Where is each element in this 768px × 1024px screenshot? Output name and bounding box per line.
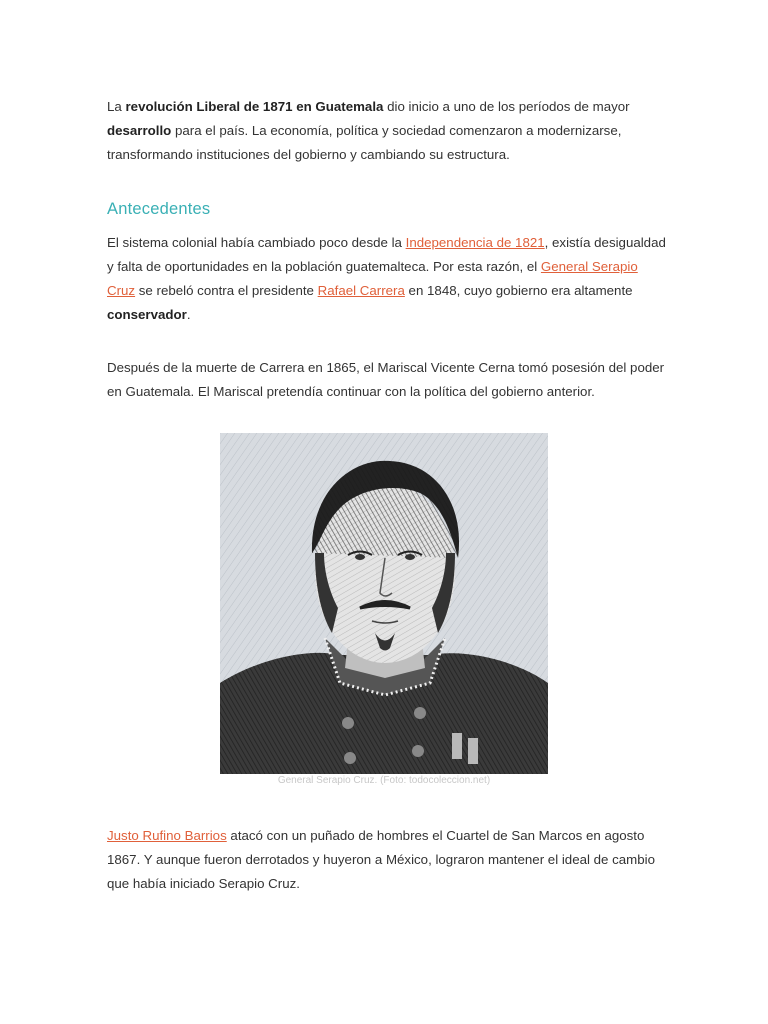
intro-text-3: para el país. La economía, política y sociedad comenzaron a modernizarse, transformando instituciones del gobierno y cambiando su estructura. (107, 123, 622, 162)
intro-bold-desarrollo: desarrollo (107, 123, 172, 138)
para2-text-3: se rebeló contra el presidente (135, 283, 318, 298)
portrait-caption: General Serapio Cruz. (Foto: todocoleccion.net) (277, 775, 491, 786)
link-justo-rufino-barrios[interactable]: Justo Rufino Barrios (107, 828, 227, 843)
article-body (107, 95, 667, 896)
para2-text-1: El sistema colonial había cambiado poco desde la (107, 235, 406, 250)
intro-paragraph (107, 95, 667, 167)
para2-text-5: . (186, 307, 191, 322)
link-rafael-carrera[interactable]: Rafael Carrera (317, 283, 405, 298)
portrait-figure (220, 433, 548, 787)
cerna-paragraph: Después de la muerte de Carrera en 1865, el Mariscal Vicente Cerna tomó posesión del poder en Guatemala. El Mariscal pretendía continuar con la política del gobierno anterior. (107, 360, 665, 399)
link-general-serapio-cruz[interactable]: General Serapio Cruz (107, 259, 638, 298)
para2-bold-conservador: conservador (107, 307, 187, 322)
link-independencia-1821[interactable]: Independencia de 1821 (405, 235, 545, 250)
antecedentes-paragraph (107, 231, 667, 327)
para4-text-1: atacó con un puñado de hombres el Cuartel de San Marcos en agosto 1867. Y aunque fueron derrotados y huyeron a México, lograron mantener el ideal de cambio que había iniciado Serapio Cruz. (107, 828, 655, 891)
intro-bold-revolucion: revolución Liberal de 1871 en Guatemala (125, 99, 384, 114)
intro-text-2: dio inicio a uno de los períodos de mayor (383, 99, 630, 114)
barrios-paragraph (107, 824, 667, 896)
portrait-image-serapio-cruz (220, 433, 548, 774)
intro-text-1: La (107, 99, 126, 114)
section-heading-antecedentes: Antecedentes (107, 200, 211, 218)
para2-text-4: en 1848, cuyo gobierno era altamente (404, 283, 633, 298)
para2-text-2: , existía desigualdad y falta de oportunidades en la población guatemalteca. Por esta razón, el (107, 235, 666, 274)
